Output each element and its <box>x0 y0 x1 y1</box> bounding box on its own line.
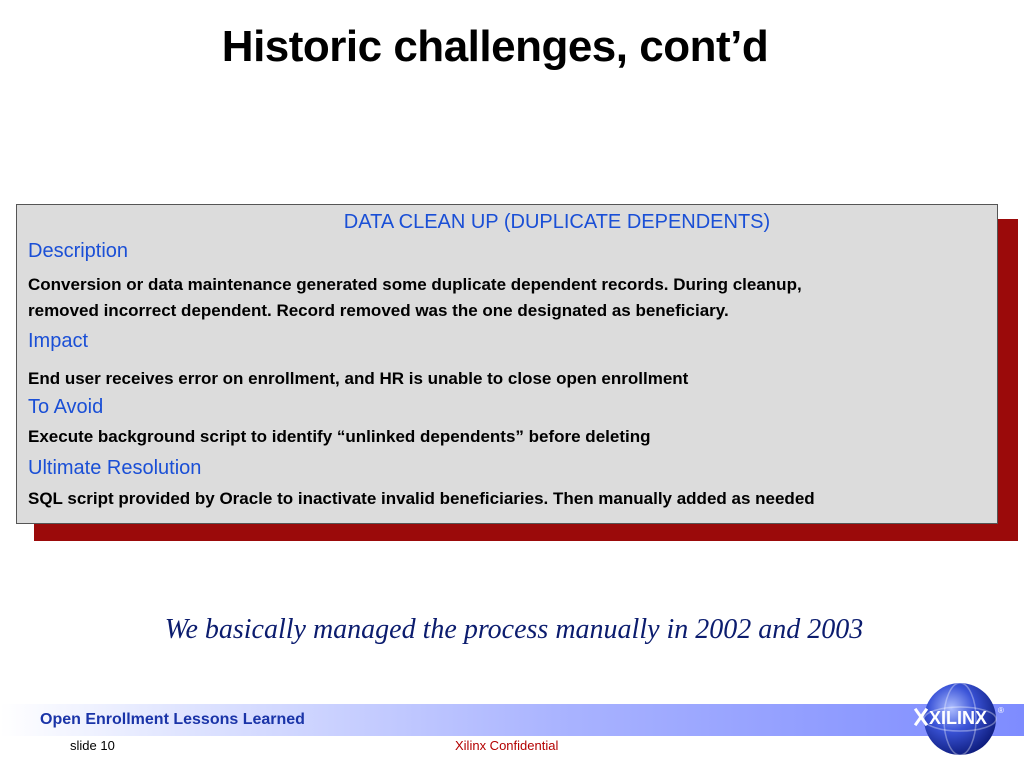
section-heading-impact: Impact <box>28 330 89 352</box>
impact-line-1: End user receives error on enrollment, and HR is unable to close open enrollment <box>28 369 689 388</box>
logo-registered-mark: ® <box>998 706 1004 715</box>
section-heading-to-avoid: To Avoid <box>28 396 104 418</box>
slide-title: Historic challenges, cont’d <box>221 22 769 71</box>
description-line-1: Conversion or data maintenance generated some duplicate dependent records. During cleanup, <box>28 275 802 294</box>
description-line-2: removed incorrect dependent. Record removed was the one designated as beneficiary. <box>28 301 729 320</box>
ultimate-resolution-line-1: SQL script provided by Oracle to inactivate invalid beneficiaries. Then manually added as needed <box>28 489 815 508</box>
to-avoid-line-1: Execute background script to identify “unlinked dependents” before deleting <box>28 427 651 446</box>
xilinx-globe-logo-icon <box>906 681 1024 761</box>
section-heading-description: Description <box>28 240 129 262</box>
confidential-label: Xilinx Confidential <box>455 738 559 753</box>
logo-wordmark: XILINX <box>929 708 988 728</box>
data-cleanup-box <box>16 204 998 524</box>
tagline: We basically managed the process manually in 2002 and 2003 <box>164 614 864 645</box>
footer-title: Open Enrollment Lessons Learned <box>40 711 305 728</box>
section-heading-ultimate-resolution: Ultimate Resolution <box>28 457 202 479</box>
box-header: DATA CLEAN UP (DUPLICATE DEPENDENTS) <box>343 211 771 233</box>
slide-number: slide 10 <box>70 738 115 753</box>
